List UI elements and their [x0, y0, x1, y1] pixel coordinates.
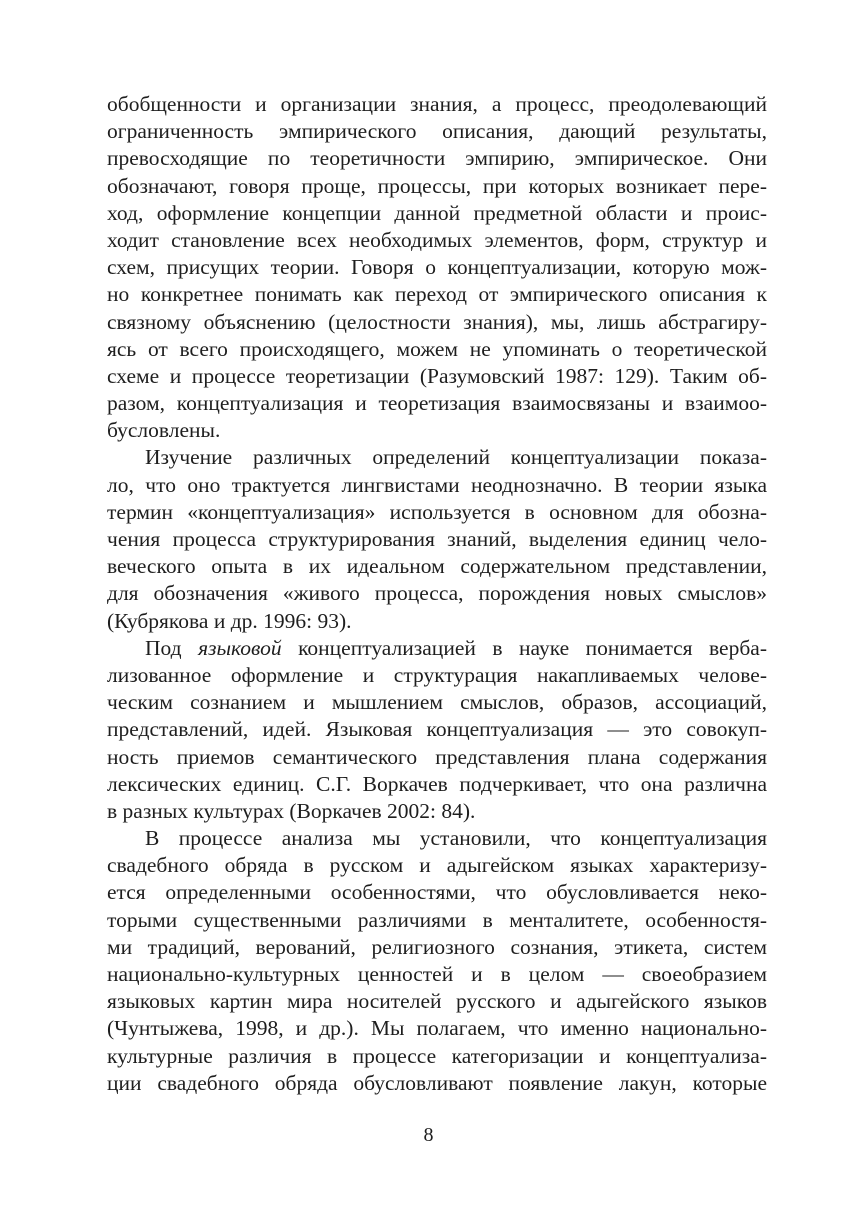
- text-line: лизованное оформление и структурация накапливаемых челове-: [107, 662, 767, 687]
- text-line: разом, концептуализация и теоретизация взаимосвязаны и взаимоо-: [107, 391, 767, 416]
- text-line: ется определенными особенностями, что обусловливается неко-: [107, 880, 767, 905]
- text-line: (Чунтыжева, 1998, и др.). Мы полагаем, что именно национально-: [107, 1016, 767, 1041]
- text-line: обобщенности и организации знания, а процесс, преодолевающий: [107, 92, 767, 116]
- text-line: Изучение различных определений концептуализации показа-: [145, 445, 767, 470]
- text-line: чения процесса структурирования знаний, выделения единиц чело-: [107, 527, 767, 551]
- text-line: связному объяснению (целостности знания), мы, лишь абстрагиру-: [107, 309, 767, 334]
- text-line: но конкретнее понимать как переход от эмпирического описания к: [107, 282, 767, 307]
- text-line: торыми существенными различиями в менталитете, особенностя-: [107, 907, 767, 932]
- text-line: представлений, идей. Языковая концептуализация — это совокуп-: [107, 717, 767, 742]
- text-line: для обозначения «живого процесса, порождения новых смыслов»: [107, 581, 767, 606]
- text-line: схеме и процессе теоретизации (Разумовский 1987: 129). Таким об-: [107, 363, 767, 388]
- paragraph-1: [107, 91, 767, 444]
- text-line: (Кубрякова и др. 1996: 93).: [107, 608, 352, 633]
- text-line: ми традиций, верований, религиозного сознания, этикета, систем: [107, 934, 767, 959]
- text-line: в разных культурах (Воркачев 2002: 84).: [107, 798, 476, 823]
- page-number: 8: [423, 1124, 434, 1146]
- page-body: [107, 91, 767, 1097]
- text-line: ность приемов семантического представления плана содержания: [107, 744, 767, 769]
- text-line: обозначают, говоря проще, процессы, при которых возникает пере-: [107, 173, 767, 198]
- text-line: национально-культурных ценностей и в целом — своеобразием: [107, 962, 767, 986]
- text-line: ло, что оно трактуется лингвистами неоднозначно. В теории языка: [107, 472, 767, 497]
- text-line: [107, 635, 767, 662]
- paragraph-4: [107, 825, 767, 1097]
- text-line: языковых картин мира носителей русского и адыгейского языков: [107, 989, 767, 1014]
- paragraph-2: [107, 444, 767, 634]
- text-line: ходит становление всех необходимых элементов, форм, структур и: [107, 227, 767, 252]
- text-line: ческим сознанием и мышлением смыслов, образов, ассоциаций,: [107, 690, 767, 715]
- text-run: Под: [145, 635, 199, 660]
- text-line: ограниченность эмпирического описания, дающий результаты,: [107, 119, 767, 144]
- text-line: ход, оформление концепции данной предметной области и проис-: [107, 200, 767, 225]
- text-line: В процессе анализа мы установили, что концептуализация: [145, 826, 767, 851]
- text-line: свадебного обряда в русском и адыгейском языках характеризу-: [107, 853, 767, 878]
- paragraph-3: [107, 635, 767, 825]
- text-line: ясь от всего происходящего, можем не упоминать о теоретической: [107, 336, 767, 361]
- text-line: веческого опыта в их идеальном содержательном представлении,: [107, 554, 767, 579]
- text-line: лексических единиц. С.Г. Воркачев подчеркивает, что она различна: [107, 771, 767, 796]
- text-line: схем, присущих теории. Говоря о концептуализации, которую мож-: [107, 255, 767, 280]
- text-line: культурные различия в процессе категоризации и концептуализа-: [107, 1043, 767, 1068]
- italic-term: языковой: [198, 635, 282, 660]
- text-line: термин «концептуализация» используется в основном для обозна-: [107, 499, 767, 524]
- text-line: превосходящие по теоретичности эмпирию, эмпирическое. Они: [107, 146, 767, 171]
- text-line: бусловлены.: [107, 418, 221, 443]
- text-run: концептуализацией в науке понимается верба-: [281, 635, 767, 660]
- text-line: ции свадебного обряда обусловливают появление лакун, которые: [107, 1070, 767, 1095]
